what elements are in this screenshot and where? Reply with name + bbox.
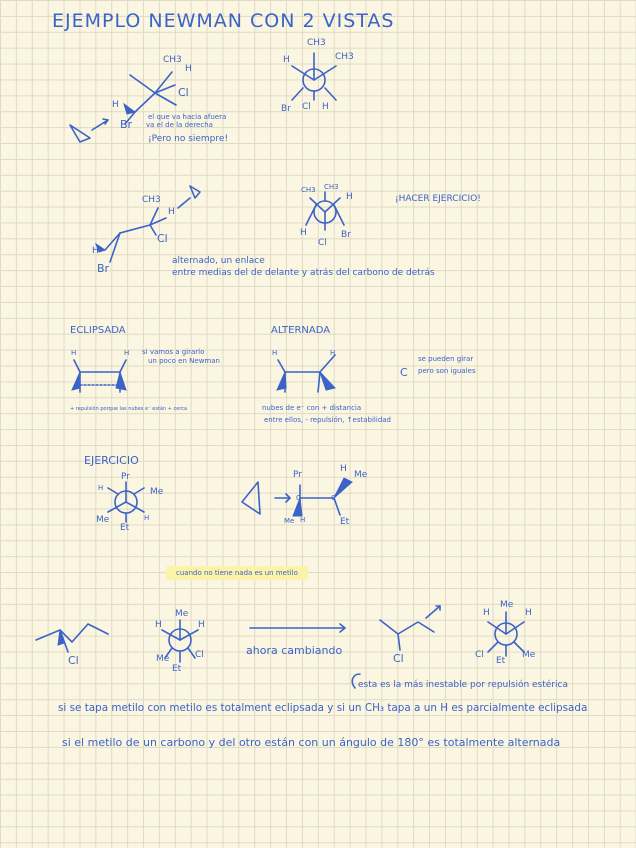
wedge-label: Me	[354, 470, 368, 480]
wedge-label: C	[331, 494, 336, 502]
wedge-label: Et	[340, 517, 350, 527]
label-h: H	[71, 349, 77, 357]
newman-label: Cl	[318, 238, 327, 248]
note-line: entre medias del de delante y atrás del carbono de detrás	[172, 268, 435, 278]
newman-label: CH3	[335, 52, 354, 62]
newman-label: Me	[175, 609, 189, 619]
note-line: el que va hacia afuera	[148, 113, 227, 121]
newman-label: H	[525, 608, 532, 618]
newman-label: H	[483, 608, 490, 618]
note-line: si vamos a girarlo	[142, 348, 205, 356]
newman-label: H	[144, 514, 150, 522]
note-pero: ¡Pero no siempre!	[148, 134, 229, 144]
newman-label: Et	[172, 664, 182, 674]
heading-ejercicio: EJERCICIO	[84, 454, 139, 467]
label-h2: H	[112, 100, 119, 110]
note-line: si se tapa metilo con metilo es totalment eclipsada y si un CH₃ tapa a un H es parcialmente eclipsada	[58, 702, 588, 714]
highlight-note: cuando no tiene nada es un metilo	[166, 566, 308, 580]
note-line: + repulsión porque las nubes e⁻ están + cerca	[70, 406, 188, 412]
label-h2: H	[92, 246, 99, 256]
newman-label: Br	[281, 104, 291, 114]
label-cl: Cl	[178, 86, 189, 99]
label-h: H	[124, 349, 130, 357]
skeletal-structure-1	[36, 624, 108, 652]
newman-label: H	[300, 228, 307, 238]
newman-projection-2	[306, 192, 344, 230]
newman-label: Pr	[121, 472, 130, 482]
newman-label: CH3	[307, 38, 326, 48]
eye-icon	[70, 125, 90, 142]
newman-label: Me	[156, 654, 170, 664]
eclipsed-sawhorse	[72, 360, 126, 392]
label-br: Br	[97, 262, 110, 275]
staggered-sawhorse	[277, 355, 335, 392]
newman-label: H	[198, 620, 205, 630]
label-h: H	[272, 349, 278, 357]
label-ch3: CH3	[142, 195, 161, 205]
wedge-label: H	[300, 516, 306, 524]
eye-icon	[190, 186, 200, 198]
note-line: alternado, un enlace	[172, 256, 265, 266]
newman-label: Br	[341, 230, 351, 240]
newman-projection-1	[292, 53, 336, 100]
label-cl: Cl	[157, 232, 168, 245]
note-line: pero son iguales	[418, 367, 476, 375]
newman-label: Me	[150, 487, 164, 497]
wedge-structure-1	[70, 72, 176, 142]
label-br: Br	[120, 118, 133, 131]
newman-label: H	[322, 102, 329, 112]
newman-label: Et	[496, 656, 506, 666]
note-line: entre ellos, - repulsión, ↑estabilidad	[264, 416, 391, 424]
wedge-label: Me	[284, 517, 295, 525]
label-h: H	[168, 207, 175, 217]
newman-label: Et	[120, 523, 130, 533]
newman-label: Me	[500, 600, 514, 610]
newman-label: H	[283, 55, 290, 65]
note-line: un poco en Newman	[148, 357, 220, 365]
newman-label: H	[155, 620, 162, 630]
wedge-label: Pr	[293, 470, 302, 480]
newman-label: Me	[522, 650, 536, 660]
newman-label: H	[98, 484, 104, 492]
label-cl: Cl	[68, 654, 79, 667]
newman-label: Cl	[195, 650, 204, 660]
label-h: H	[185, 64, 192, 74]
note-line: si el metilo de un carbono y del otro están con un ángulo de 180° es totalmente alternada	[62, 736, 561, 749]
newman-label: CH3	[324, 183, 339, 191]
arrow-right-icon	[250, 624, 345, 632]
eye-icon	[242, 482, 260, 514]
newman-label: Cl	[475, 650, 484, 660]
newman-label: Me	[96, 515, 110, 525]
note-line: va el de la derecha	[146, 121, 213, 129]
heading-eclipsada: ECLIPSADA	[70, 325, 126, 336]
note-ahora: ahora cambiando	[246, 644, 343, 657]
note-line: se pueden girar	[418, 355, 474, 363]
note-line: nubes de e⁻ con + distancia	[262, 404, 362, 412]
newman-projection-3	[108, 482, 144, 522]
note-hacer: ¡HACER EJERCICIO!	[395, 194, 481, 204]
heading-alternada: ALTERNADA	[271, 325, 331, 336]
label-h: H	[330, 349, 336, 357]
note-line: esta es la más inestable por repulsión estérica	[358, 680, 568, 690]
newman-label: Cl	[302, 102, 311, 112]
wedge-label: H	[340, 464, 347, 474]
label-cl: Cl	[393, 652, 404, 665]
label-ch3: CH3	[163, 55, 182, 65]
newman-label: H	[346, 192, 353, 202]
wedge-label: C	[296, 494, 301, 502]
newman-projection-5	[488, 612, 524, 656]
skeletal-structure-2	[380, 606, 440, 650]
page-title: EJEMPLO NEWMAN CON 2 VISTAS	[52, 10, 395, 32]
label-c: C	[400, 366, 408, 379]
newman-label: CH3	[301, 186, 316, 194]
